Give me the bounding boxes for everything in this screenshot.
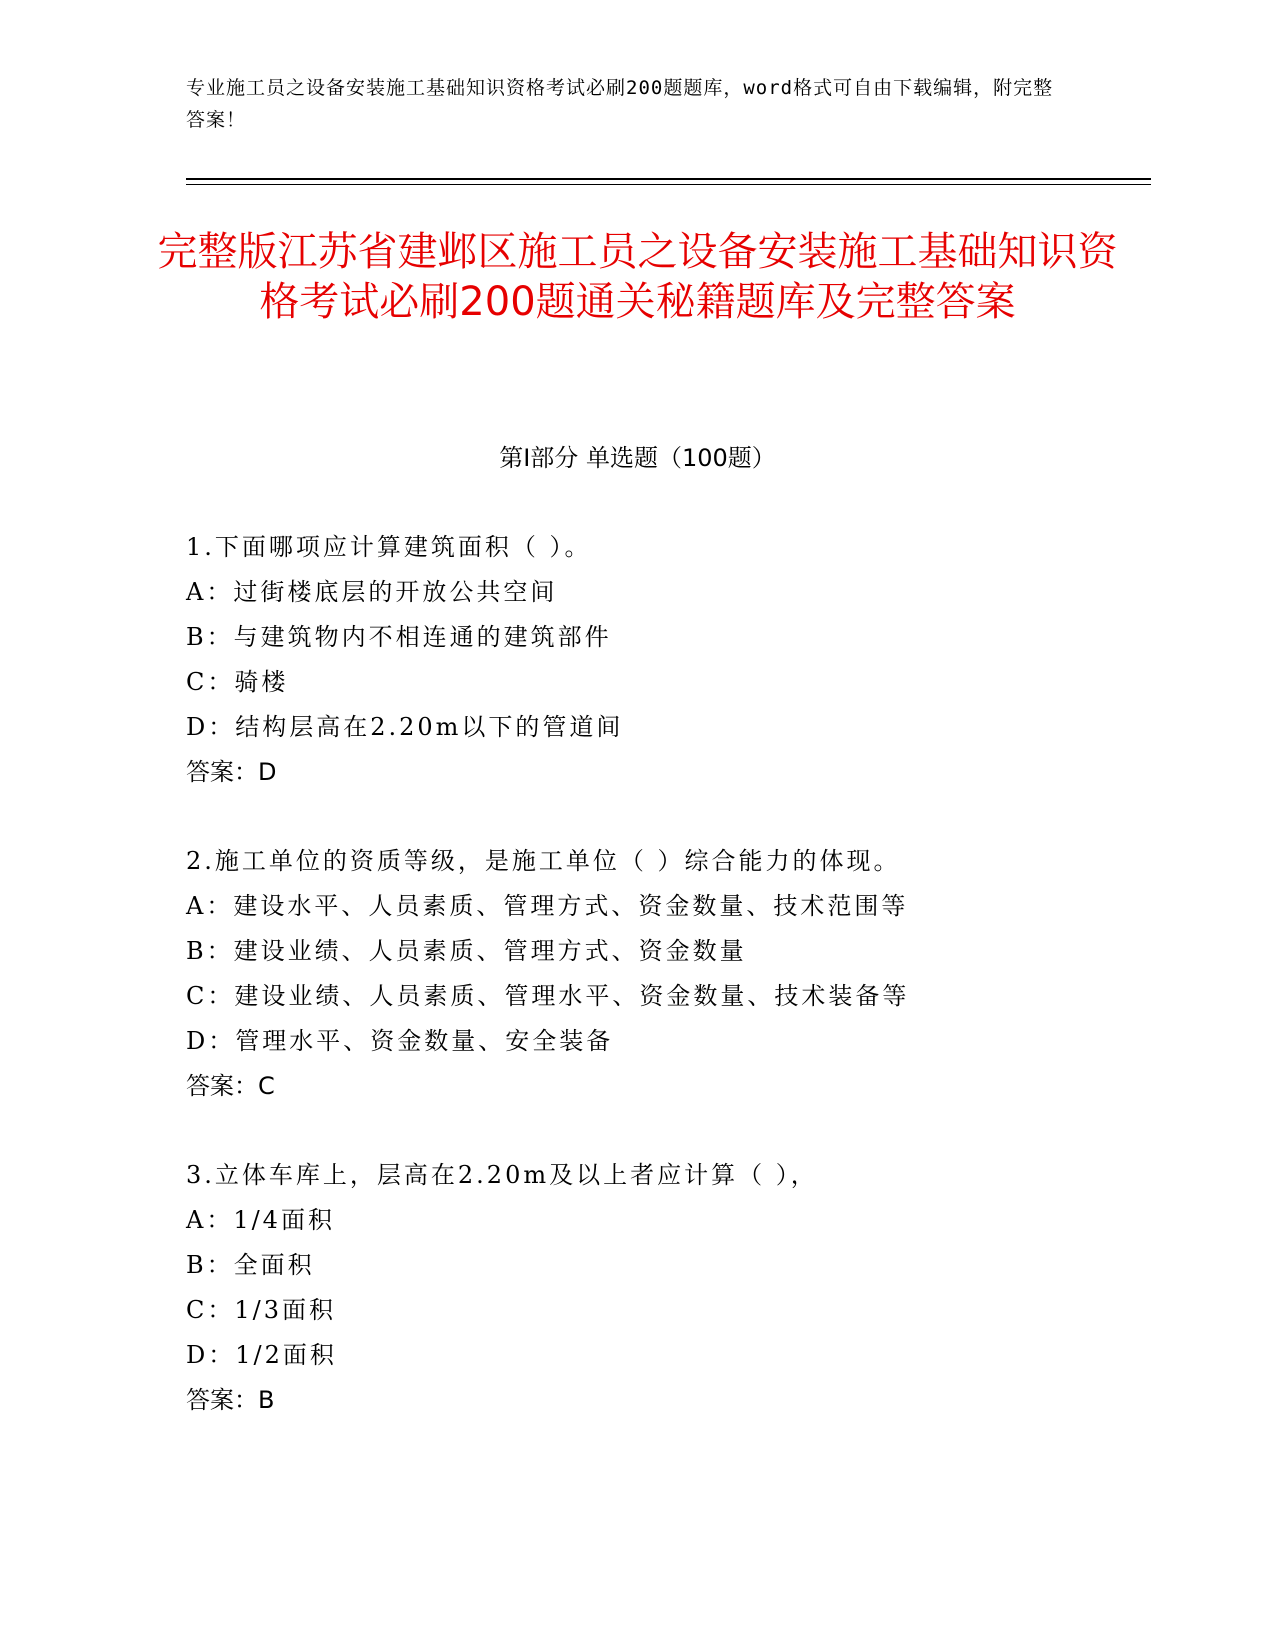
option-c: C：建设业绩、人员素质、管理水平、资金数量、技术装备等 (186, 982, 910, 1010)
question-1 (186, 525, 1136, 795)
question-list (186, 525, 1136, 1467)
answer-line: 答案：B (186, 1386, 275, 1414)
option-a: A：过街楼底层的开放公共空间 (186, 578, 558, 606)
option-b: B：与建筑物内不相连通的建筑部件 (186, 623, 612, 651)
option-a: A：建设水平、人员素质、管理方式、资金数量、技术范围等 (186, 892, 909, 920)
option-d: D：结构层高在2.20m以下的管道间 (186, 713, 624, 741)
option-c: C：1/3面积 (186, 1296, 336, 1324)
option-a: A：1/4面积 (186, 1206, 335, 1234)
question-3 (186, 1153, 1136, 1423)
header-divider-thin (186, 184, 1151, 185)
answer-line: 答案：D (186, 758, 277, 786)
option-b: B：全面积 (186, 1251, 315, 1279)
question-2 (186, 839, 1136, 1109)
header-divider-thick (186, 178, 1151, 180)
option-d: D：1/2面积 (186, 1341, 337, 1369)
answer-line: 答案：C (186, 1072, 275, 1100)
header-note: 专业施工员之设备安装施工基础知识资格考试必刷200题题库，word格式可自由下载编辑，附完整答案！ (186, 77, 1054, 131)
option-c: C：骑楼 (186, 668, 289, 696)
question-stem: 3.立体车库上，层高在2.20m及以上者应计算（ ）， (186, 1161, 818, 1189)
option-b: B：建设业绩、人员素质、管理方式、资金数量 (186, 937, 747, 965)
option-d: D：管理水平、资金数量、安全装备 (186, 1027, 614, 1055)
question-stem: 1.下面哪项应计算建筑面积（ ）。 (186, 533, 592, 561)
section-title: 第Ⅰ部分 单选题（100题） (499, 444, 776, 472)
question-stem: 2.施工单位的资质等级，是施工单位（ ）综合能力的体现。 (186, 847, 901, 875)
document-title: 完整版江苏省建邺区施工员之设备安装施工基础知识资格考试必刷200题通关秘籍题库及完整答案 (157, 229, 1118, 325)
